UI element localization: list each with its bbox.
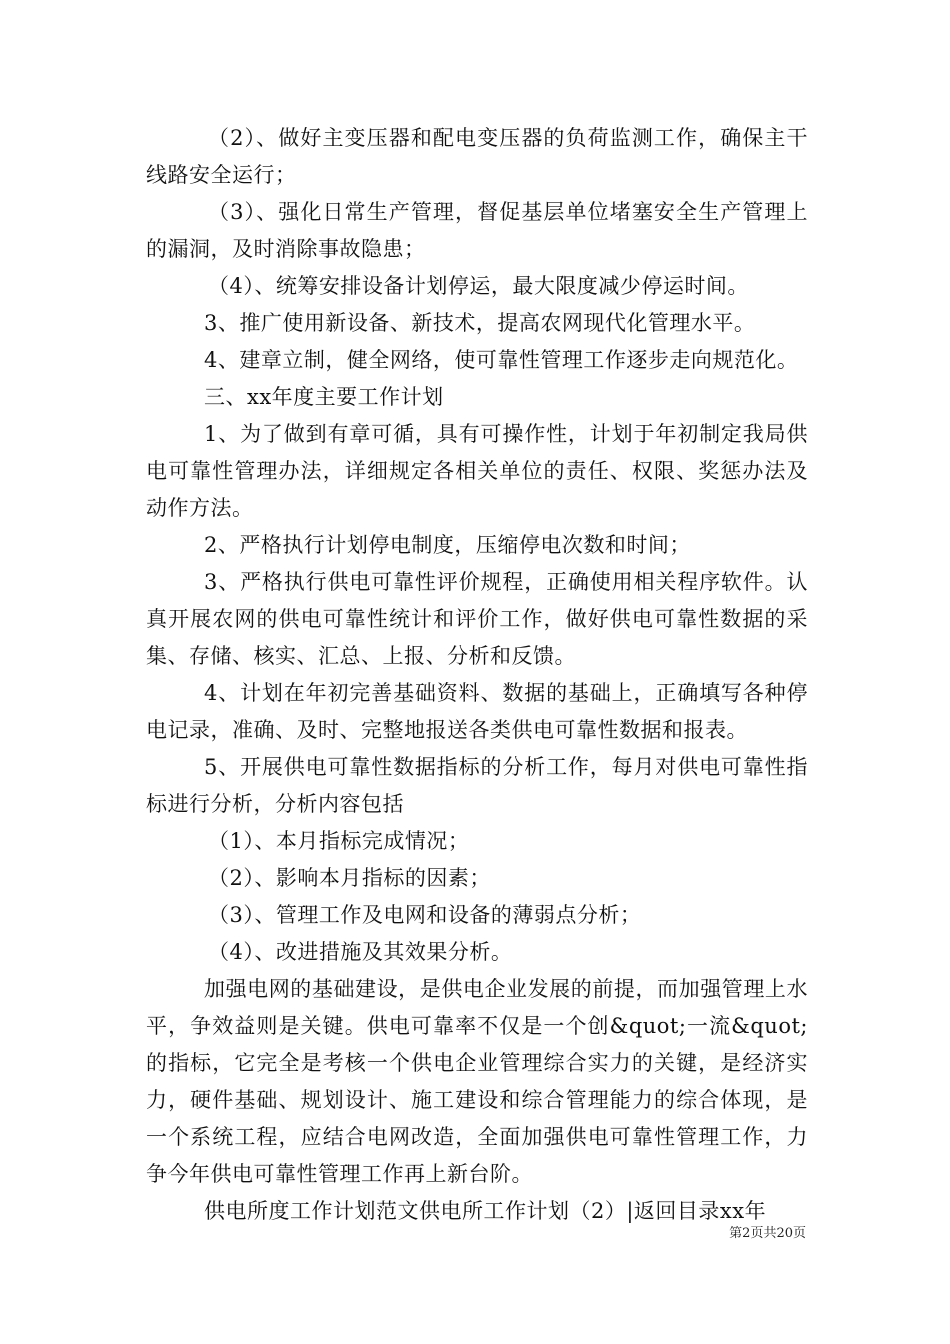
paragraph-point-3: 3、推广使用新设备、新技术，提高农网现代化管理水平。 bbox=[204, 311, 756, 335]
page-number: 第2页共20页 bbox=[729, 1226, 806, 1241]
next-document-link: 供电所度工作计划范文供电所工作计划（2）|返回目录xx年 bbox=[204, 1199, 767, 1223]
analysis-item-4: （4）、改进措施及其效果分析。 bbox=[208, 940, 513, 964]
document-body bbox=[146, 120, 808, 1230]
summary-paragraph: 加强电网的基础建设，是供电企业发展的前提，而加强管理上水平，争效益则是关键。供电可靠率不仅是一个创&quot;一流&quot;的指标，它完全是考核一个供电企业管理综合实力的关键，是经济实力，硬件基础、规划设计、施工建设和综合管理能力的综合体现，是一个系统工程，应结合电网改造，全面加强供电可靠性管理工作，力争今年供电可靠性管理工作再上新台阶。 bbox=[146, 977, 808, 1186]
paragraph-item-2: （2）、做好主变压器和配电变压器的负荷监测工作，确保主干线路安全运行； bbox=[146, 126, 808, 187]
paragraph-point-4: 4、建章立制，健全网络，使可靠性管理工作逐步走向规范化。 bbox=[204, 348, 799, 372]
plan-item-1: 1、为了做到有章可循，具有可操作性，计划于年初制定我局供电可靠性管理办法，详细规定各相关单位的责任、权限、奖惩办法及动作方法。 bbox=[146, 422, 808, 520]
paragraph-item-4: （4）、统筹安排设备计划停运，最大限度减少停运时间。 bbox=[208, 274, 749, 298]
paragraph-item-3: （3）、强化日常生产管理，督促基层单位堵塞安全生产管理上的漏洞，及时消除事故隐患； bbox=[146, 200, 808, 261]
plan-item-2: 2、严格执行计划停电制度，压缩停电次数和时间； bbox=[204, 533, 691, 557]
plan-item-3: 3、严格执行供电可靠性评价规程，正确使用相关程序软件。认真开展农网的供电可靠性统计和评价工作，做好供电可靠性数据的采集、存储、核实、汇总、上报、分析和反馈。 bbox=[146, 570, 808, 668]
analysis-item-3: （3）、管理工作及电网和设备的薄弱点分析； bbox=[208, 903, 642, 927]
plan-item-4: 4、计划在年初完善基础资料、数据的基础上，正确填写各种停电记录，准确、及时、完整地报送各类供电可靠性数据和报表。 bbox=[146, 681, 808, 742]
analysis-item-2: （2）、影响本月指标的因素； bbox=[208, 866, 491, 890]
analysis-item-1: （1）、本月指标完成情况； bbox=[208, 829, 470, 853]
section-heading: 三、xx年度主要工作计划 bbox=[204, 385, 444, 409]
plan-item-5: 5、开展供电可靠性数据指标的分析工作，每月对供电可靠性指标进行分析，分析内容包括 bbox=[146, 755, 808, 816]
